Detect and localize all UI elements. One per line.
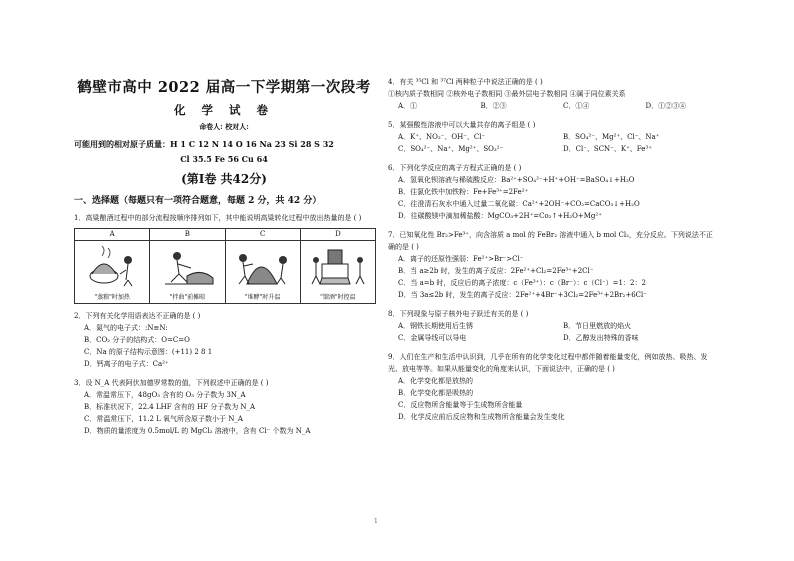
option-d: D．钙离子的电子式：Ca²⁺ — [84, 360, 169, 368]
option-b: B．化学变化都是吸热的 — [398, 389, 474, 397]
fermenting-illustration — [226, 241, 300, 293]
option-d: D．往碳酸镁中滴加稀盐酸：MgCO₃+2H⁺=Co₂↑+H₂O+Mg²⁺ — [398, 212, 602, 220]
option-a: A．氮气的电子式：:N≡N: — [84, 324, 168, 332]
question-7-stem: 7．已知氧化性 Br₂>Fe³⁺，向含溶质 a mol 的 FeBr₂ 溶液中通入 b mol Cl₂，充分反应。下列说法不正确的是 ( ) — [388, 231, 713, 251]
part-heading: (第Ⅰ卷 共42分) — [181, 172, 267, 186]
atomic-masses-line1: 可能用到的相对原子质量：H 1 C 12 N 14 O 16 Na 23 Si 28 S 32 — [74, 139, 334, 149]
option-b: B．SO₄²⁻、Mg²⁺、Cl⁻、Na⁺ — [563, 133, 660, 141]
option-c: C．常温常压下，11.2 L 氧气所含原子数小于 N_A — [84, 415, 243, 423]
picture-caption: "堆酵"时升温 — [244, 294, 281, 301]
question-9-stem: 9．人们在生产和生活中认识到，几乎在所有的化学变化过程中都伴随着能量变化，例如放热、吸热、发光、放电等等。如果从能量变化的角度来认识，下面说法中，正确的是 ( ) — [388, 353, 708, 373]
question-3-stem: 3．设 N_A 代表阿伏加德罗常数的值，下列叙述中正确的是 ( ) — [74, 379, 269, 387]
question-8-options-ab — [388, 320, 718, 332]
option-b: B．②③ — [480, 102, 507, 110]
option-c: C．往澄清石灰水中通入过量二氧化碳：Ca²⁺+2OH⁻+CO₂=CaCO₃↓+H₂O — [398, 200, 640, 208]
option-d: D．Cl⁻、SCN⁻、K⁺、Fe³⁺ — [563, 145, 652, 153]
option-c: C．金属导线可以导电 — [398, 334, 467, 342]
spreading-illustration — [150, 241, 224, 293]
question-2-stem: 2．下列有关化学用语表达不正确的是 ( ) — [74, 312, 201, 320]
option-c: C．SO₄²⁻、Na⁺、Mg²⁺、SO₃²⁻ — [398, 145, 504, 153]
question-3-options — [74, 389, 374, 437]
picture-d — [301, 229, 375, 303]
steaming-illustration — [75, 241, 149, 293]
question-5-stem: 5．某强酸性溶液中可以大量共存的离子组是 ( ) — [388, 121, 536, 129]
option-b: B．节日里燃放的焰火 — [563, 322, 632, 330]
option-a: A．钢铁长期使用后生锈 — [398, 322, 474, 330]
question-1-pictures — [74, 228, 376, 304]
picture-label: B — [150, 229, 224, 241]
option-a: A．常温常压下，48gO₃ 含有的 O₃ 分子数为 3N_A — [84, 391, 246, 399]
option-a: A．① — [398, 102, 418, 110]
option-d: D．①②③④ — [645, 102, 687, 110]
picture-label: D — [301, 229, 375, 241]
left-column — [74, 76, 374, 444]
distilling-illustration — [301, 241, 375, 293]
exam-subtitle: 化 学 试 卷 — [173, 103, 274, 117]
question-8-stem: 8．下列现象与原子核外电子跃迁有关的是 ( ) — [388, 310, 529, 318]
option-a: A．离子的还原性强弱：Fe²⁺>Br⁻>Cl⁻ — [398, 255, 524, 263]
exam-title: 鹤壁市高中 2022 届高一下学期第一次段考 — [77, 79, 371, 96]
question-4-items: ①核内质子数相同 ②核外电子数相同 ③最外层电子数相同 ④属于同位素关系 — [388, 90, 626, 98]
section-heading: 一、选择题（每题只有一项符合题意，每题 2 分，共 42 分） — [74, 196, 322, 206]
picture-caption: "蒸粮"时加热 — [94, 294, 130, 301]
question-4-stem: 4．有关 ³⁵Cl 和 ³⁷Cl 两种粒子中说法正确的是 ( ) — [388, 78, 543, 86]
picture-caption: "馏酒"时控温 — [320, 294, 356, 301]
option-a: A．化学变化都是放热的 — [398, 377, 474, 385]
option-a: A．氢氧化钡溶液与稀硫酸反应：Ba²⁺+SO₄²⁻+H⁺+OH⁻=BaSO₄↓+H₂O — [398, 176, 635, 184]
right-column — [388, 76, 718, 430]
question-6-options — [388, 174, 718, 222]
question-5-options-cd — [388, 143, 718, 155]
option-b: B．当 a≥2b 时，发生的离子反应：2Fe²⁺+Cl₂=2Fe³⁺+2Cl⁻ — [398, 267, 594, 275]
picture-label: A — [75, 229, 149, 241]
option-d: D．物质的量浓度为 0.5mol/L 的 MgCl₂ 溶液中，含有 Cl⁻ 个数为 N_A — [84, 427, 311, 435]
option-b: B．CO₂ 分子的结构式：O=C=O — [84, 336, 190, 344]
option-c: C．反应物所含能量等于生成物所含能量 — [398, 401, 523, 409]
option-c: C．Na 的原子结构示意图：(+11) 2 8 1 — [84, 348, 213, 356]
option-d: D．当 3a≤2b 时，发生的离子反应：2Fe²⁺+4Br⁻+3Cl₂=2Fe³⁺+2Br₂+6Cl⁻ — [398, 291, 647, 299]
picture-c — [226, 229, 301, 303]
question-7-options — [388, 253, 718, 301]
option-a: A．K⁺、NO₃⁻、OH⁻、Cl⁻ — [398, 133, 486, 141]
picture-b — [150, 229, 225, 303]
question-6-stem: 6．下列化学反应的离子方程式正确的是 ( ) — [388, 164, 522, 172]
authors-line: 命卷人: 校对人: — [199, 122, 249, 131]
question-4-options — [388, 100, 718, 112]
question-9-options — [388, 375, 718, 423]
atomic-masses-line2: Cl 35.5 Fe 56 Cu 64 — [180, 154, 268, 164]
question-5-options-ab — [388, 131, 718, 143]
option-d: D．乙醇发出特殊的香味 — [563, 334, 639, 342]
atomic-masses — [74, 137, 374, 167]
option-b: B．标准状况下，22.4 LHF 含有的 HF 分子数为 N_A — [84, 403, 256, 411]
option-d: D．化学反应前后反应物和生成物所含能量会发生变化 — [398, 413, 565, 421]
question-1-stem: 1．高粱酿酒过程中的部分流程按顺序排列如下，其中能说明高粱转化过程中放出热量的是 ( ) — [74, 214, 362, 222]
question-2-options — [74, 322, 374, 370]
question-8-options-cd — [388, 332, 718, 344]
picture-a — [75, 229, 150, 303]
page-number: 1 — [374, 518, 378, 525]
picture-label: C — [226, 229, 300, 241]
picture-caption: "拌曲"前摊晾 — [169, 294, 206, 301]
option-b: B．往氯化铁中加铁粉：Fe+Fe³⁺=2Fe²⁺ — [398, 188, 529, 196]
option-c: C．当 a=b 时，反应后的离子浓度：c（Fe³⁺）：c（Br⁻）：c（Cl⁻）=1：2：2 — [398, 279, 646, 287]
option-c: C．①④ — [563, 102, 590, 110]
